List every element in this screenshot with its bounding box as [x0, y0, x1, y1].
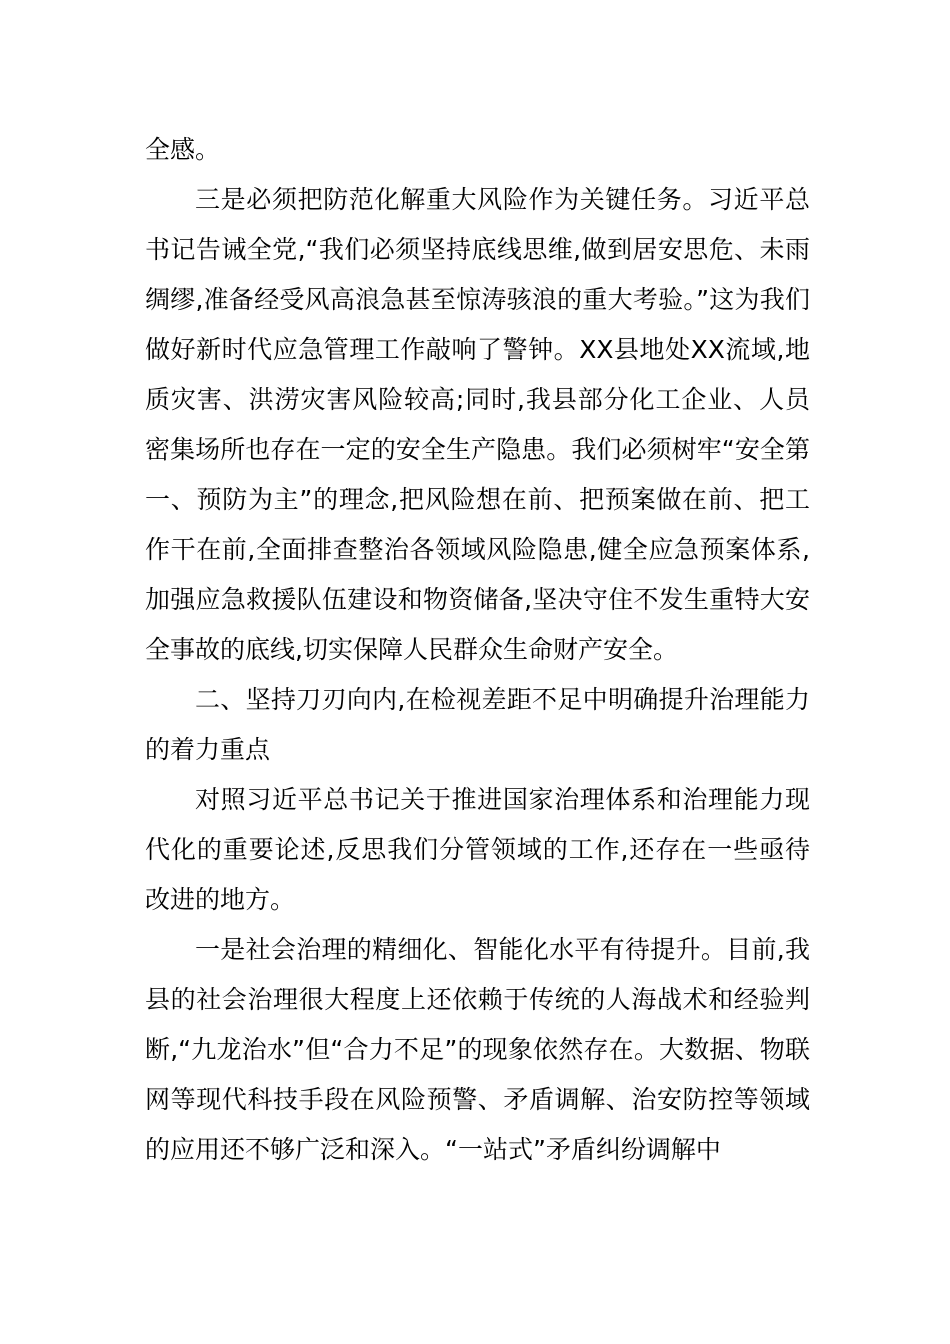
paragraph-reflection: 对照习近平总书记关于推进国家治理体系和治理能力现代化的重要论述,反思我们分管领域的工作,还存在一些亟待改进的地方。	[145, 785, 810, 914]
paragraph-continuation: 全感。	[145, 135, 221, 164]
section-heading-2: 二、坚持刀刃向内,在检视差距不足中明确提升治理能力的着力重点	[145, 685, 810, 764]
paragraph-risk-prevention: 三是必须把防范化解重大风险作为关键任务。习近平总书记告诫全党,“我们必须坚持底线思维,做到居安思危、未雨绸缪,准备经受风高浪急甚至惊涛骇浪的重大考验。”这为我们做好新时代应急管理工作敲响了警钟。XX县地处XX流域,地质灾害、洪涝灾害风险较高;同时,我县部分化工企业、人员密集场所也存在一定的安全生产隐患。我们必须树牢“安全第一、预防为主”的理念,把风险想在前、把预案做在前、把工作干在前,全面排查整治各领域风险隐患,健全应急预案体系,加强应急救援队伍建设和物资储备,坚决守住不发生重特大安全事故的底线,切实保障人民群众生命财产安全。	[145, 185, 810, 664]
paragraph-governance-level: 一是社会治理的精细化、智能化水平有待提升。目前,我县的社会治理很大程度上还依赖于传统的人海战术和经验判断,“九龙治水”但“合力不足”的现象依然存在。大数据、物联网等现代科技手段在风险预警、矛盾调解、治安防控等领域的应用还不够广泛和深入。“一站式”矛盾纠纷调解中	[145, 935, 810, 1164]
document-body	[145, 125, 810, 1175]
